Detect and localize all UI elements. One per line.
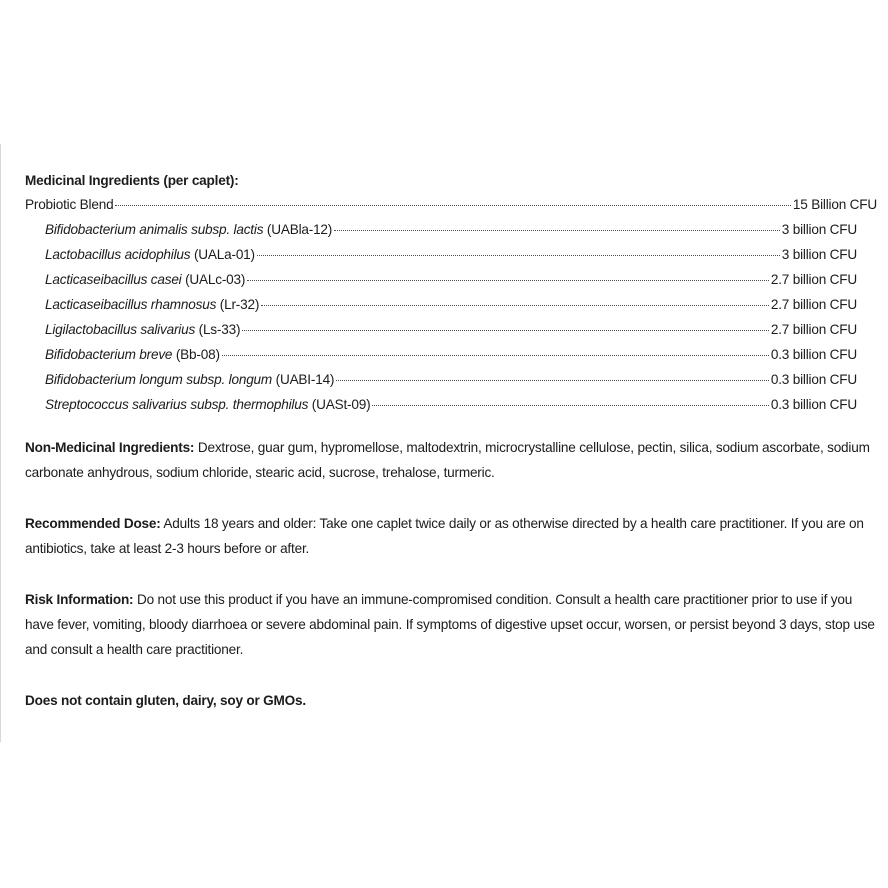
recommended-dose xyxy=(25,511,877,561)
ingredient-amount: 3 billion CFU xyxy=(781,222,857,237)
species-name: Bifidobacterium longum subsp. longum xyxy=(45,372,273,387)
supplement-facts-panel xyxy=(25,170,877,713)
strain-code: (UABI-14) xyxy=(272,372,335,387)
ingredient-name xyxy=(45,242,255,267)
ingredient-row-strain xyxy=(25,317,857,342)
ingredient-name xyxy=(45,317,240,342)
ingredient-amount: 0.3 billion CFU xyxy=(770,372,857,387)
dot-leader xyxy=(115,205,790,206)
ingredient-name xyxy=(45,342,220,367)
species-name: Bifidobacterium animalis subsp. lactis xyxy=(45,222,264,237)
dot-leader xyxy=(257,255,780,256)
ingredient-amount: 0.3 billion CFU xyxy=(770,347,857,362)
ingredient-row-strain xyxy=(25,342,857,367)
strain-code: (Ls-33) xyxy=(195,322,241,337)
medicinal-ingredients-heading: Medicinal Ingredients (per caplet): xyxy=(25,173,239,188)
non-medicinal-label: Non-Medicinal Ingredients: xyxy=(25,440,195,455)
strain-code: (UASt-09) xyxy=(308,397,371,412)
left-border-line xyxy=(0,144,1,742)
strain-code: (UALc-03) xyxy=(181,272,246,287)
ingredient-list xyxy=(25,192,877,417)
allergen-statement: Does not contain gluten, dairy, soy or GMOs. xyxy=(25,693,306,708)
ingredient-amount: 3 billion CFU xyxy=(781,247,857,262)
species-name: Ligilactobacillus salivarius xyxy=(45,322,196,337)
ingredient-row-strain xyxy=(25,367,857,392)
non-medicinal-ingredients xyxy=(25,435,877,485)
ingredient-name xyxy=(45,267,245,292)
species-name: Bifidobacterium breve xyxy=(45,347,173,362)
ingredient-name xyxy=(45,292,259,317)
ingredient-row-strain xyxy=(25,267,857,292)
species-name: Streptococcus salivarius subsp. thermophilus xyxy=(45,397,309,412)
non-medicinal-text: Dextrose, guar gum, hypromellose, maltodextrin, microcrystalline cellulose, pectin, silica, sodium ascorbate, sodium carbonate anhydrous, sodium chloride, stearic acid, sucrose, trehalose, turmeric. xyxy=(25,440,870,480)
ingredient-row-blend xyxy=(25,192,877,217)
risk-label: Risk Information: xyxy=(25,592,134,607)
species-name: Lacticaseibacillus casei xyxy=(45,272,182,287)
ingredient-name xyxy=(45,367,334,392)
ingredient-amount: 2.7 billion CFU xyxy=(770,272,857,287)
strain-code: (Bb-08) xyxy=(172,347,220,362)
ingredient-row-strain xyxy=(25,242,857,267)
ingredient-amount: 2.7 billion CFU xyxy=(770,297,857,312)
ingredient-row-strain xyxy=(25,392,857,417)
risk-information xyxy=(25,587,877,662)
ingredient-name: Probiotic Blend xyxy=(25,197,114,212)
dose-label: Recommended Dose: xyxy=(25,516,161,531)
ingredient-amount: 15 Billion CFU xyxy=(792,197,877,212)
ingredient-amount: 2.7 billion CFU xyxy=(770,322,857,337)
ingredient-row-strain xyxy=(25,217,857,242)
ingredient-amount: 0.3 billion CFU xyxy=(770,397,857,412)
strain-code: (UABla-12) xyxy=(263,222,333,237)
dot-leader xyxy=(261,305,769,306)
risk-text: Do not use this product if you have an immune-compromised condition. Consult a health care practitioner prior to use if you have fever, vomiting, bloody diarrhoea or severe abdominal pain. If symptoms of digestive upset occur, worsen, or persist beyond 3 days, stop use and consult a health care practitioner. xyxy=(25,592,875,657)
strain-code: (UALa-01) xyxy=(190,247,255,262)
ingredient-name xyxy=(45,392,370,417)
dot-leader xyxy=(247,280,769,281)
ingredient-row-strain xyxy=(25,292,857,317)
species-name: Lacticaseibacillus rhamnosus xyxy=(45,297,217,312)
ingredient-name xyxy=(45,217,332,242)
dot-leader xyxy=(222,355,769,356)
dot-leader xyxy=(242,330,769,331)
dot-leader xyxy=(334,230,780,231)
species-name: Lactobacillus acidophilus xyxy=(45,247,191,262)
dot-leader xyxy=(336,380,769,381)
dose-text: Adults 18 years and older: Take one caplet twice daily or as otherwise directed by a health care practitioner. If you are on antibiotics, take at least 2-3 hours before or after. xyxy=(25,516,864,556)
dot-leader xyxy=(372,405,768,406)
strain-code: (Lr-32) xyxy=(216,297,260,312)
